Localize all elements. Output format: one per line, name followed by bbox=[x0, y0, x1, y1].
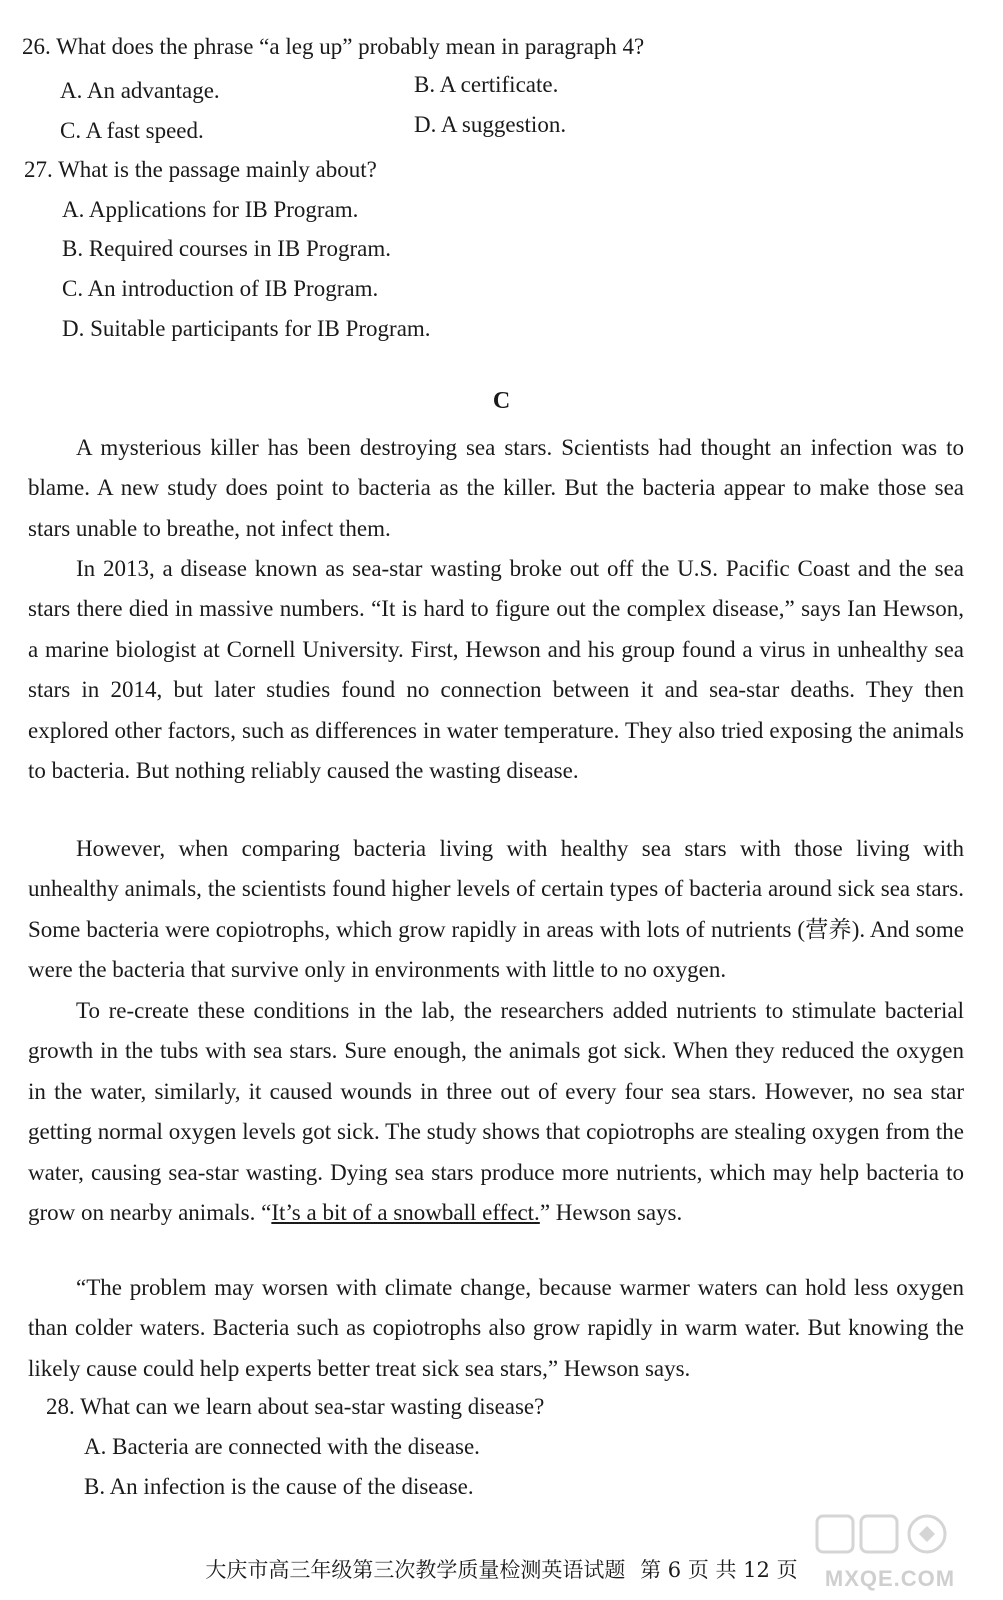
q28-option-b: B. An infection is the cause of the disease. bbox=[84, 1474, 474, 1499]
question-28: 28. What can we learn about sea-star wasting disease? bbox=[46, 1394, 545, 1419]
watermark-icon bbox=[815, 1512, 965, 1562]
q26-option-b: B. A certificate. bbox=[414, 72, 559, 97]
watermark-logo bbox=[805, 1512, 975, 1592]
passage-paragraph-3: However, when comparing bacteria living with healthy sea stars with those living with unhealthy animals, the scientists found higher levels of certain types of bacteria around sick sea stars. Some bacteria were copiotrophs, which grow rapidly in areas with lots of nutrients (营养). And some were the bacteria that survive only in environments with little to no oxygen. bbox=[28, 836, 964, 983]
passage-paragraph-1: A mysterious killer has been destroying sea stars. Scientists had thought an infection was to blame. A new study does point to bacteria as the killer. But the bacteria appear to make those sea stars unable to breathe, not infect them. bbox=[28, 435, 964, 541]
q27-option-a: A. Applications for IB Program. bbox=[62, 197, 359, 222]
paragraph-4-text: To re-create these conditions in the lab, the researchers added nutrients to stimulate bacterial growth in the tubs with sea stars. Sure enough, the animals got sick. When they reduced the oxygen in the water, similarly, it caused wounds in three out of every four sea stars. However, no sea star getting normal oxygen levels got sick. The study shows that copiotrophs are stealing oxygen from the water, causing sea-star wasting. Dying sea stars produce more nutrients, which may help bacteria to grow on nearby animals. “ bbox=[28, 998, 964, 1226]
watermark-text: MXQE.COM bbox=[824, 1566, 956, 1591]
passage-paragraph-2: In 2013, a disease known as sea-star wasting broke out off the U.S. Pacific Coast and the sea stars there died in massive numbers. “It is hard to figure out the complex disease,” says Ian Hewson, a marine biologist at Cornell University. First, Hewson and his group found a virus in unhealthy sea stars in 2014, but later studies found no connection between it and sea-star deaths. They then explored other factors, such as differences in water temperature. They also tried exposing the animals to bacteria. But nothing reliably caused the wasting disease. bbox=[28, 556, 964, 784]
q27-option-d: D. Suitable participants for IB Program. bbox=[62, 316, 431, 341]
q26-option-c: C. A fast speed. bbox=[60, 118, 204, 143]
q27-option-c: C. An introduction of IB Program. bbox=[62, 276, 379, 301]
question-26: 26. What does the phrase “a leg up” probably mean in paragraph 4? bbox=[22, 34, 645, 59]
q26-option-a: A. An advantage. bbox=[60, 78, 220, 103]
section-heading: C bbox=[492, 388, 511, 414]
question-27: 27. What is the passage mainly about? bbox=[24, 157, 377, 182]
q27-option-b: B. Required courses in IB Program. bbox=[62, 236, 391, 261]
q28-option-a: A. Bacteria are connected with the disease. bbox=[84, 1434, 480, 1459]
passage-paragraph-5: “The problem may worsen with climate change, because warmer waters can hold less oxygen than colder waters. Bacteria such as copiotrophs also grow rapidly in warm water. But knowing the likely cause could help experts better treat sick sea stars,” Hewson says. bbox=[28, 1275, 964, 1381]
passage-paragraph-4 bbox=[28, 991, 964, 1233]
q26-option-d: D. A suggestion. bbox=[414, 112, 567, 137]
paragraph-4-end: ” Hewson says. bbox=[539, 1200, 683, 1226]
underlined-phrase: It’s a bit of a snowball effect. bbox=[271, 1200, 540, 1226]
exam-title: 大庆市高三年级第三次教学质量检测英语试题 bbox=[205, 1558, 626, 1582]
page-number: 第 6 页 共 12 页 bbox=[640, 1558, 798, 1582]
